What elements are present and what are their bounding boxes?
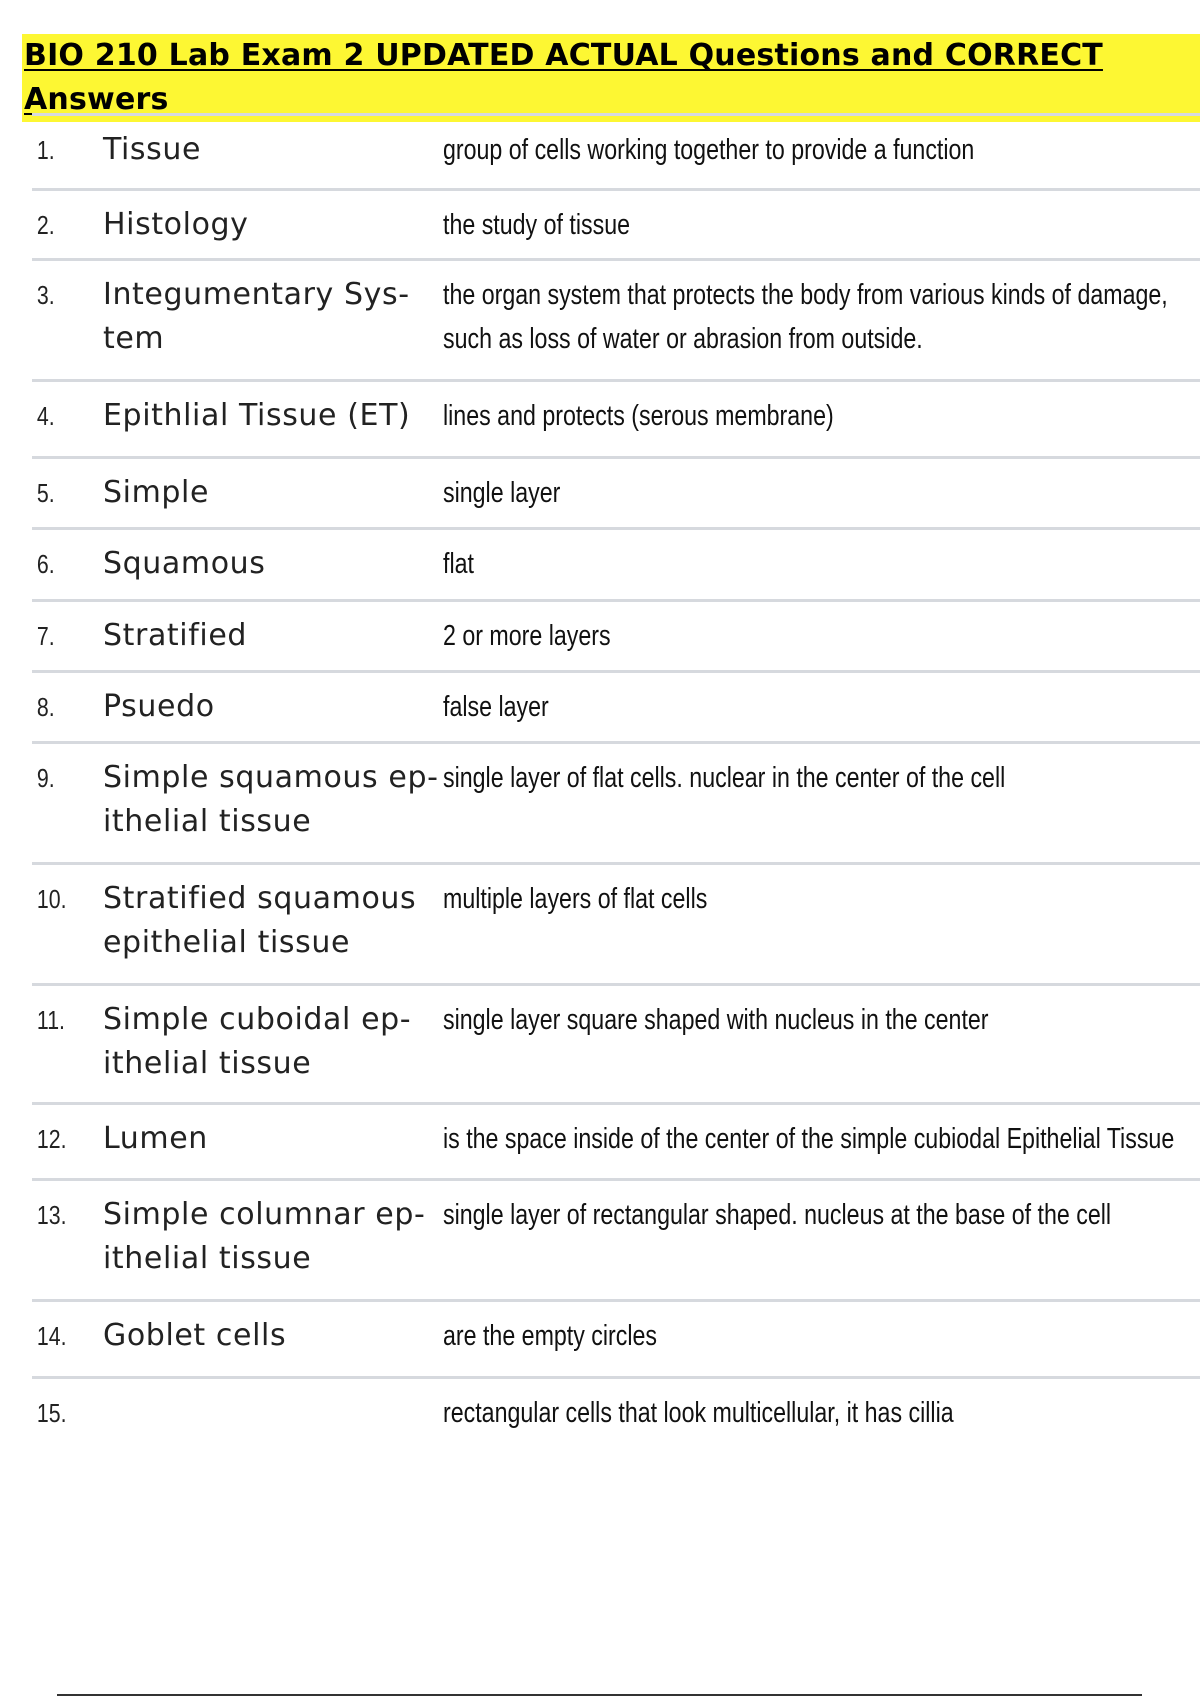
- row-term: Stratified: [103, 618, 248, 653]
- row-term: Simple squamous ep- ithelial tissue: [103, 760, 439, 839]
- row-number: 1.: [36, 135, 55, 165]
- row-term: Simple cuboidal ep- ithelial tissue: [103, 1002, 412, 1081]
- row-definition: [443, 1302, 1200, 1372]
- row-term: Stratified squamous epithelial tissue: [103, 881, 417, 960]
- row-definition-text: group of cells working together to provide a function: [443, 134, 975, 166]
- document-title: BIO 210 Lab Exam 2 UPDATED ACTUAL Questions and CORRECT Answers: [22, 34, 1200, 122]
- table-row: [32, 382, 1200, 459]
- row-definition: [443, 1181, 1200, 1251]
- row-number: 7.: [36, 621, 55, 651]
- row-definition-text: multiple layers of flat cells: [443, 883, 708, 915]
- table-row: [32, 116, 1200, 191]
- row-definition: [443, 1379, 1200, 1449]
- page-bottom-rule: [57, 1694, 1142, 1696]
- row-term: Simple: [103, 475, 210, 510]
- table-row: [32, 191, 1200, 261]
- table-row: [32, 865, 1200, 986]
- row-definition: [443, 986, 1200, 1056]
- row-number: 13.: [36, 1200, 67, 1230]
- table-row: [32, 673, 1200, 744]
- row-term: Goblet cells: [103, 1318, 287, 1353]
- title-wrap: [22, 34, 1200, 122]
- table-row: [32, 261, 1200, 382]
- row-number: 12.: [36, 1124, 67, 1154]
- row-definition: [443, 602, 1200, 672]
- qa-table: [32, 113, 1200, 1449]
- row-number: 6.: [36, 549, 55, 579]
- row-definition-text: single layer: [443, 477, 561, 509]
- table-row: [32, 1181, 1200, 1302]
- table-row: [32, 459, 1200, 530]
- row-definition-text: flat: [443, 548, 474, 580]
- row-number: 3.: [36, 280, 55, 310]
- row-definition: [443, 191, 1200, 261]
- row-term: Epithlial Tissue (ET): [103, 398, 411, 433]
- row-definition: [443, 530, 1200, 600]
- row-definition-text: single layer square shaped with nucleus in the center: [443, 1004, 989, 1036]
- row-definition: [443, 744, 1200, 814]
- table-row: [32, 1105, 1200, 1181]
- table-row-last: [32, 1379, 1200, 1449]
- row-definition-text: lines and protects (serous membrane): [443, 400, 834, 432]
- row-number: 4.: [36, 401, 55, 431]
- row-number: 10.: [36, 884, 67, 914]
- row-definition: [443, 261, 1200, 375]
- row-term: Histology: [103, 207, 249, 242]
- row-number: 8.: [36, 692, 55, 722]
- row-number: 9.: [36, 763, 55, 793]
- row-definition-text: false layer: [443, 691, 549, 723]
- table-row: [32, 1302, 1200, 1379]
- row-number: 14.: [36, 1321, 67, 1351]
- row-number: 5.: [36, 478, 55, 508]
- table-row: [32, 602, 1200, 673]
- row-term: Integumentary Sys- tem: [103, 277, 410, 356]
- table-row: [32, 530, 1200, 602]
- row-definition-text: 2 or more layers: [443, 620, 611, 652]
- row-term: Simple columnar ep- ithelial tissue: [103, 1197, 426, 1276]
- row-number: 11.: [36, 1005, 65, 1035]
- row-definition: [443, 865, 1200, 935]
- row-number: 2.: [36, 210, 55, 240]
- row-term: Tissue: [103, 132, 202, 167]
- row-definition: [443, 1105, 1200, 1175]
- row-definition: [443, 382, 1200, 452]
- table-row: [32, 744, 1200, 865]
- row-number: 15.: [36, 1398, 67, 1428]
- row-definition-text: the study of tissue: [443, 209, 630, 241]
- row-term: Psuedo: [103, 689, 215, 724]
- row-definition: [443, 673, 1200, 743]
- row-definition-text: single layer of rectangular shaped. nucleus at the base of the cell: [443, 1199, 1112, 1231]
- row-definition: [443, 116, 1200, 186]
- row-definition: [443, 459, 1200, 529]
- row-term: Squamous: [103, 546, 266, 581]
- row-term: Lumen: [103, 1121, 208, 1156]
- row-term: [103, 1379, 443, 1405]
- row-definition-text: are the empty circles: [443, 1320, 658, 1352]
- table-row: [32, 986, 1200, 1105]
- row-definition-text: is the space inside of the center of the simple cubiodal Epithelial Tissue: [443, 1123, 1175, 1155]
- row-definition-text: single layer of flat cells. nuclear in the center of the cell: [443, 762, 1006, 794]
- row-definition-text: rectangular cells that look multicellular, it has cillia: [443, 1397, 954, 1429]
- row-definition-text: the organ system that protects the body from various kinds of damage, such as loss of water or abrasion from outside.: [443, 279, 1168, 355]
